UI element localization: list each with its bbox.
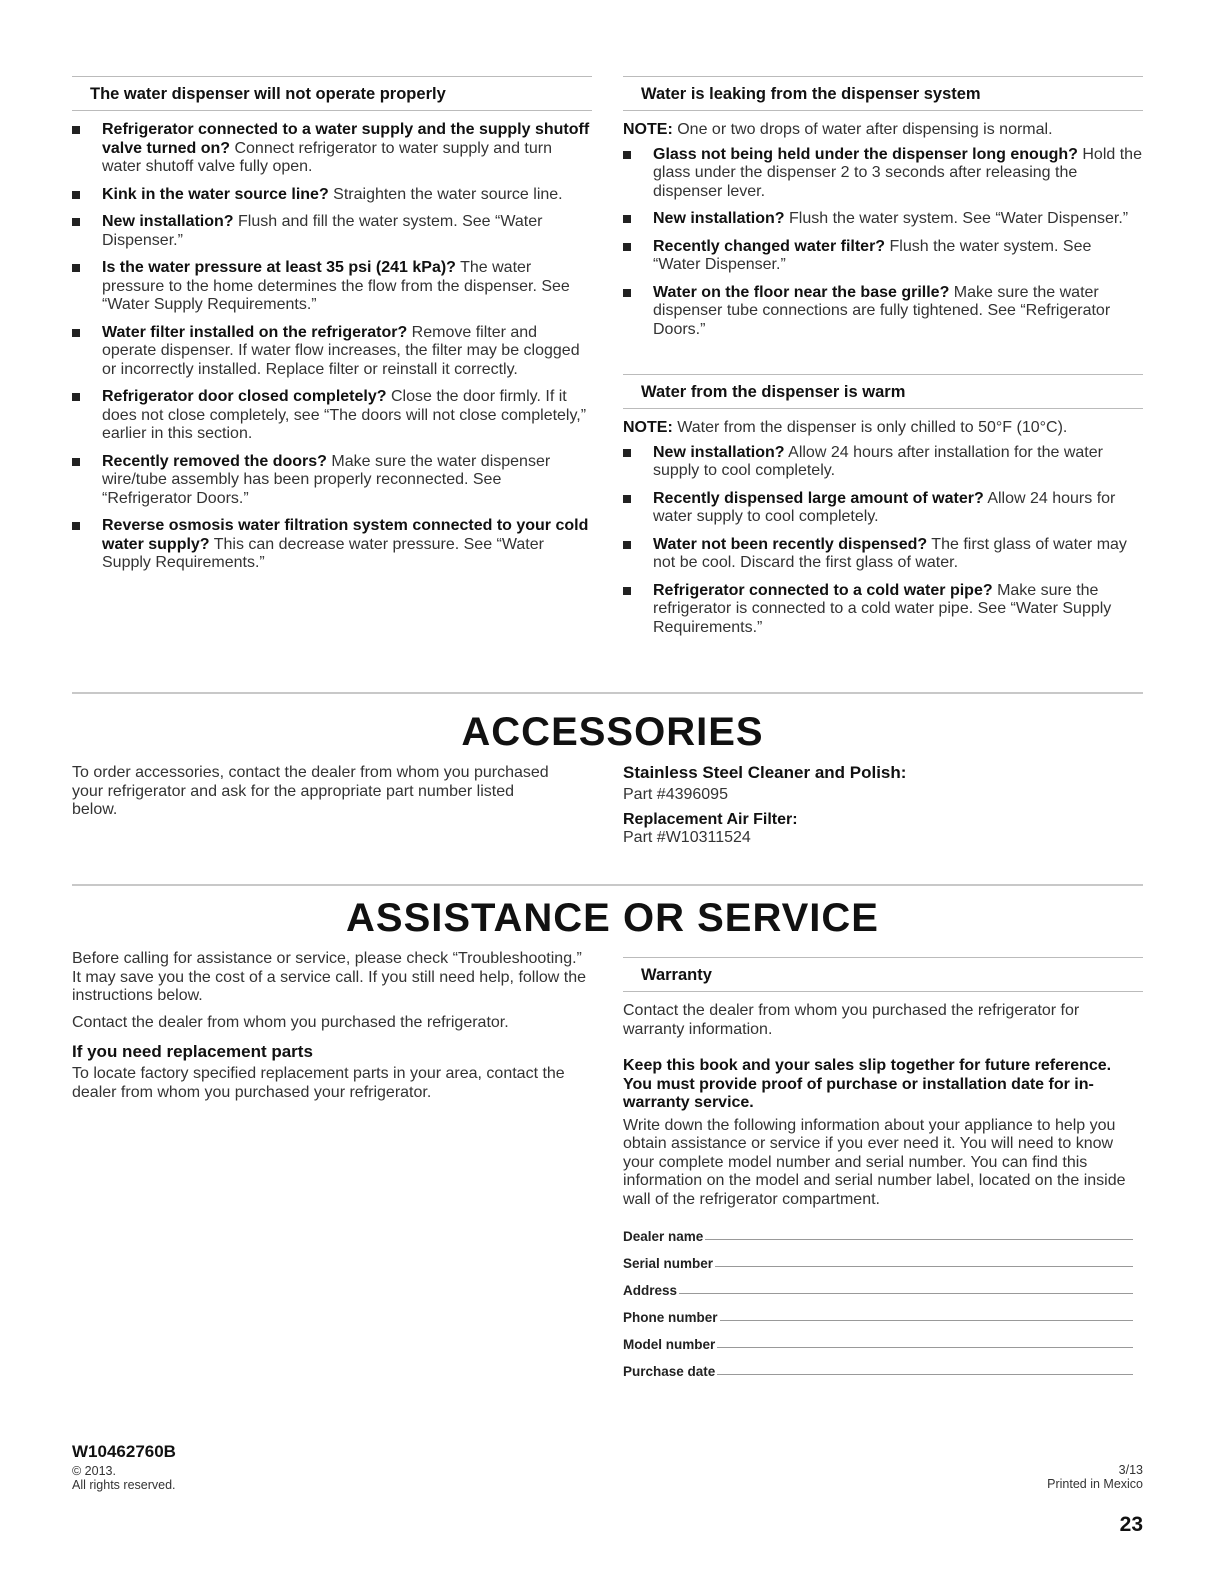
printed-in: Printed in Mexico [1047, 1477, 1143, 1491]
divider [72, 884, 1143, 886]
assistance-title: ASSISTANCE OR SERVICE [346, 896, 879, 940]
accessories-intro: To order accessories, contact the dealer from whom you purchased your refrigerator and ask for the appropriate part number listed below. [72, 764, 549, 818]
note-text: One or two drops of water after dispensing is normal. [672, 121, 1053, 138]
item-question: Recently removed the doors? [102, 452, 327, 470]
item-question: Water on the floor near the base grille? [653, 283, 950, 301]
bullet-list [623, 146, 1143, 340]
assistance-right [623, 957, 1143, 1379]
item-question: Water filter installed on the refrigerator? [102, 323, 408, 341]
list-item [623, 582, 1143, 638]
item-answer: Flush the water system. See “Water Dispenser.” [653, 237, 1092, 273]
section-warm [623, 374, 1143, 646]
list-item [623, 536, 1143, 573]
bullet-square-icon [623, 541, 631, 549]
footer-right [1047, 1463, 1143, 1491]
item-answer: Connect refrigerator to water supply and turn water shutoff valve fully open. [102, 139, 552, 175]
section-heading-leaking: Water is leaking from the dispenser system [623, 76, 1143, 111]
list-item [623, 210, 1143, 229]
assistance-left [72, 950, 592, 1110]
section-heading-water-dispenser: The water dispenser will not operate properly [72, 76, 592, 111]
bullet-square-icon [623, 495, 631, 503]
keep-info-text: Write down the following information about your appliance to help you obtain assistance or service if you ever need it. You will need to know your complete model number and serial number. You can find this information on the model and serial number label, located on the inside wall of the refrigerator compartment. [623, 1116, 1126, 1208]
footer-left [72, 1442, 176, 1492]
bullet-square-icon [623, 289, 631, 297]
bullet-square-icon [72, 329, 80, 337]
form-line [623, 1352, 1133, 1379]
bullet-list [623, 444, 1143, 638]
item-question: Kink in the water source line? [102, 185, 329, 203]
note-text: Water from the dispenser is only chilled to 50°F (10°C). [672, 419, 1068, 436]
doc-number: W10462760B [72, 1442, 176, 1461]
list-item [72, 259, 592, 315]
list-item [72, 186, 592, 205]
item-question: New installation? [653, 443, 785, 461]
form-blank-line[interactable] [720, 1320, 1133, 1321]
note [623, 121, 1143, 140]
note-label: NOTE: [623, 419, 673, 436]
section-water-dispenser [72, 76, 592, 582]
keep-book-text: Keep this book and your sales slip together for future reference. You must provide proof of purchase or installation date for in-warranty service. [623, 1057, 1112, 1111]
filter-part: Part #W10311524 [623, 828, 751, 846]
rights: All rights reserved. [72, 1478, 176, 1492]
parts-text: To locate factory specified replacement parts in your area, contact the dealer from whom you purchased your refrigerator. [72, 1065, 565, 1101]
list-item [623, 146, 1143, 202]
bullet-square-icon [72, 218, 80, 226]
list-item [72, 121, 592, 177]
item-answer: Hold the glass under the dispenser 2 to 3 seconds after releasing the dispenser lever. [653, 145, 1142, 200]
form-blank-line[interactable] [715, 1266, 1133, 1267]
list-item [623, 238, 1143, 275]
bullet-square-icon [623, 215, 631, 223]
bullet-square-icon [72, 458, 80, 466]
item-question: Reverse osmosis water filtration system connected to your cold water supply? [102, 517, 589, 553]
item-question: Water not been recently dispensed? [653, 535, 928, 553]
bullet-square-icon [623, 449, 631, 457]
form-blank-line[interactable] [679, 1293, 1133, 1294]
item-question: Recently changed water filter? [653, 237, 886, 255]
list-item [623, 490, 1143, 527]
item-answer: Allow 24 hours for water supply to cool completely. [653, 489, 1116, 525]
item-answer: Make sure the water dispenser wire/tube assembly has been properly reconnected. See “Refrigerator Doors.” [102, 452, 551, 507]
bullet-square-icon [72, 522, 80, 530]
list-item [72, 213, 592, 250]
form-line [623, 1271, 1133, 1298]
assistance-contact: Contact the dealer from whom you purchased the refrigerator. [72, 1013, 509, 1031]
item-answer: The first glass of water may not be cool. Discard the first glass of water. [653, 535, 1127, 571]
note-label: NOTE: [623, 121, 673, 138]
item-answer: Flush the water system. See “Water Dispenser.” [784, 210, 1129, 227]
form-line [623, 1298, 1133, 1325]
item-question: New installation? [102, 213, 234, 230]
note [623, 419, 1143, 438]
list-item [623, 284, 1143, 340]
form-label: Address [623, 1283, 678, 1298]
form-blank-line[interactable] [717, 1347, 1133, 1348]
form-label: Model number [623, 1337, 716, 1352]
accessories-intro-block [72, 764, 552, 828]
accessories-parts [623, 763, 1143, 855]
item-question: New installation? [653, 210, 785, 227]
item-answer: This can decrease water pressure. See “Water Supply Requirements.” [102, 535, 544, 571]
bullet-square-icon [623, 587, 631, 595]
form-label: Phone number [623, 1310, 718, 1325]
filter-label: Replacement Air Filter: [623, 810, 798, 828]
item-question: Glass not being held under the dispenser long enough? [653, 145, 1078, 163]
list-item [72, 453, 592, 509]
item-question: Refrigerator connected to a cold water pipe? [653, 581, 993, 599]
section-heading-warm: Water from the dispenser is warm [623, 374, 1143, 409]
bullet-square-icon [72, 393, 80, 401]
bullet-square-icon [623, 243, 631, 251]
form-line [623, 1244, 1133, 1271]
item-answer: The water pressure to the home determines the flow from the dispenser. See “Water Supply Requirements.” [102, 259, 570, 313]
parts-heading: If you need replacement parts [72, 1042, 313, 1061]
item-question: Is the water pressure at least 35 psi (241 kPa)? [102, 259, 456, 276]
item-question: Refrigerator door closed completely? [102, 388, 387, 405]
bullet-square-icon [623, 151, 631, 159]
item-answer: Straighten the water source line. [328, 185, 563, 203]
page-number: 23 [1119, 1513, 1143, 1536]
item-answer: Remove filter and operate dispenser. If water flow increases, the filter may be clogged or incorrectly installed. Replace filter or reinstall it correctly. [102, 323, 580, 378]
form-blank-line[interactable] [705, 1239, 1133, 1240]
form-label: Dealer name [623, 1229, 704, 1244]
form-line [623, 1325, 1133, 1352]
item-answer: Close the door firmly. If it does not close completely, see “The doors will not close completely,” earlier in this section. [102, 388, 587, 442]
form-line [623, 1217, 1133, 1244]
item-question: Refrigerator connected to a water supply and the supply shutoff valve turned on? [102, 121, 590, 157]
bullet-square-icon [72, 191, 80, 199]
cleaner-part: Part #4396095 [623, 786, 728, 803]
form-label: Purchase date [623, 1364, 716, 1379]
item-answer: Flush and fill the water system. See “Water Dispenser.” [102, 213, 543, 249]
item-question: Recently dispensed large amount of water? [653, 489, 984, 507]
list-item [72, 324, 592, 380]
copyright: © 2013. [72, 1464, 116, 1478]
warranty-text: Contact the dealer from whom you purchased the refrigerator for warranty information. [623, 1002, 1080, 1038]
cleaner-label: Stainless Steel Cleaner and Polish: [623, 763, 907, 782]
form-blank-line[interactable] [717, 1374, 1133, 1375]
section-leaking [623, 76, 1143, 348]
assistance-intro: Before calling for assistance or service, please check “Troubleshooting.” It may save you the cost of a service call. If you still need help, follow the instructions below. [72, 950, 587, 1004]
list-item [72, 388, 592, 444]
accessories-title: ACCESSORIES [461, 710, 764, 754]
bullet-square-icon [72, 264, 80, 272]
form-label: Serial number [623, 1256, 714, 1271]
list-item [72, 517, 592, 573]
bullet-list [72, 121, 592, 573]
print-date: 3/13 [1118, 1463, 1143, 1477]
info-form [623, 1217, 1133, 1379]
divider [72, 692, 1143, 694]
list-item [623, 444, 1143, 481]
item-answer: Make sure the refrigerator is connected to a cold water pipe. See “Water Supply Requirements.” [653, 581, 1112, 636]
bullet-square-icon [72, 126, 80, 134]
section-heading-warranty: Warranty [623, 957, 1143, 992]
item-answer: Make sure the water dispenser tube connections are fully tightened. See “Refrigerator Doors.” [653, 283, 1111, 338]
item-answer: Allow 24 hours after installation for the water supply to cool completely. [653, 443, 1103, 479]
